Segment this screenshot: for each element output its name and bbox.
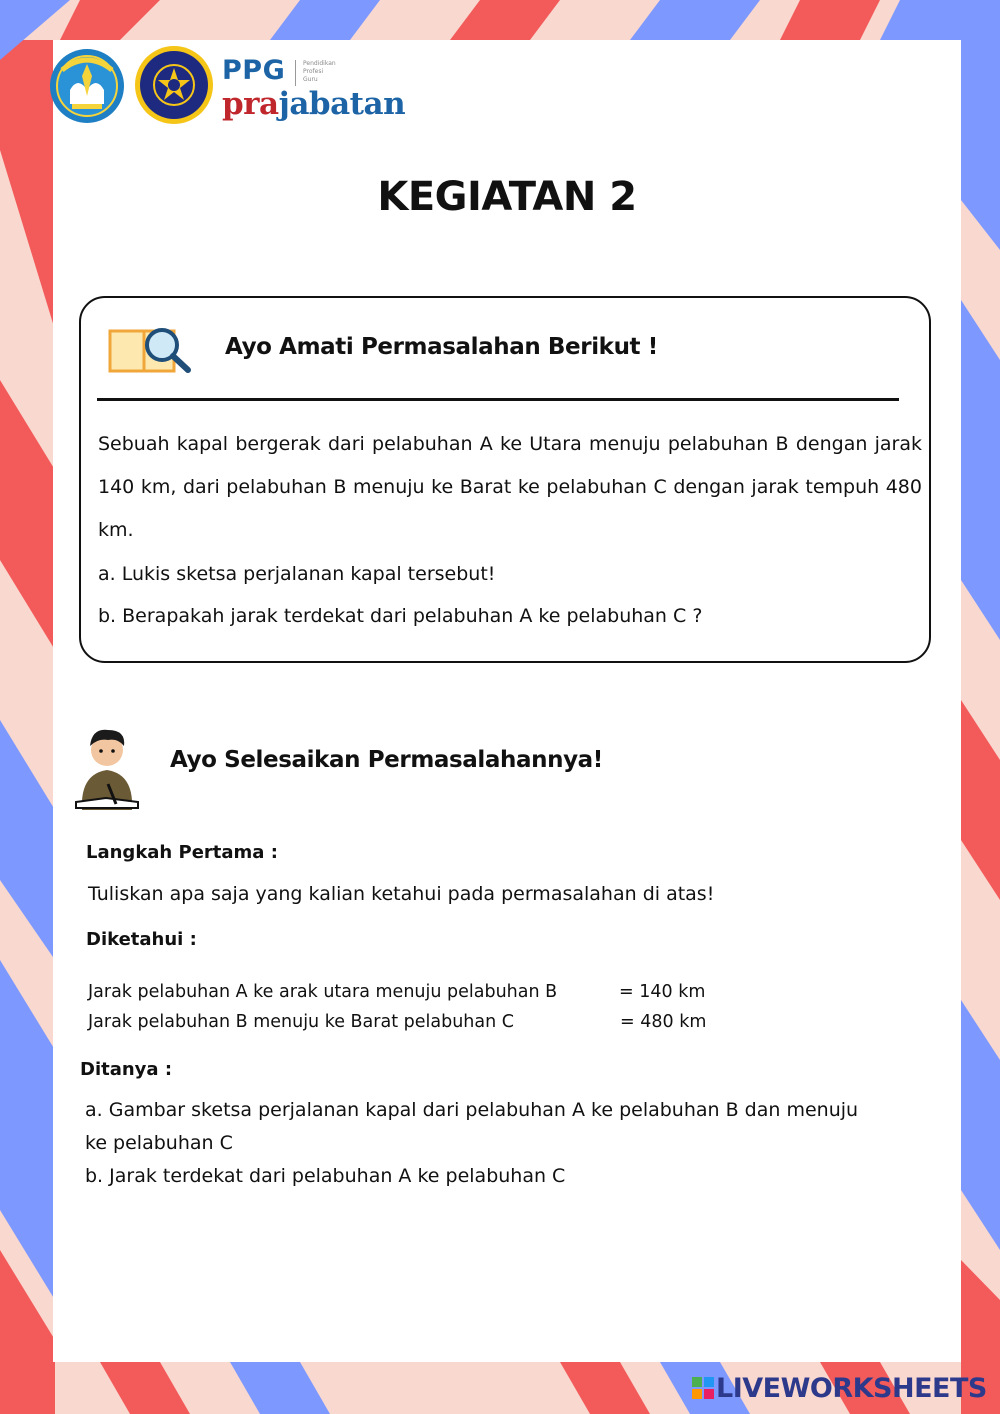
known-label: Diketahui : — [86, 929, 197, 950]
problem-paragraph: Sebuah kapal bergerak dari pelabuhan A ke Utara menuju pelabuhan B dengan jarak 140 km, dari pelabuhan B menuju ke Barat ke pelabuhan C dengan jarak tempuh 480 km. — [98, 433, 922, 541]
question-a: a. Lukis sketsa perjalanan kapal tersebut! — [98, 563, 496, 585]
university-seal-icon — [133, 44, 215, 126]
student-writing-icon — [72, 724, 142, 810]
page-title: KEGIATAN 2 — [377, 174, 637, 220]
asked-a-line: a. Gambar sketsa perjalanan kapal dari pelabuhan A ke pelabuhan B dan menuju — [85, 1099, 859, 1121]
ppg-subtitle-line: Pendidikan — [303, 60, 336, 67]
liveworksheets-watermark: LIVEWORKSHEETS — [716, 1373, 987, 1404]
prajabatan-logo-text — [222, 86, 405, 122]
observe-heading: Ayo Amati Permasalahan Berikut ! — [225, 334, 658, 360]
prajabatan-red-part: pra — [222, 86, 279, 122]
heading-divider — [97, 398, 899, 401]
asked-a-line: ke pelabuhan C — [85, 1132, 233, 1154]
question-b: b. Berapakah jarak terdekat dari pelabuhan A ke pelabuhan C ? — [98, 605, 703, 627]
ppg-subtitle-line: Profesi — [303, 68, 324, 75]
asked-b-line: b. Jarak terdekat dari pelabuhan A ke pelabuhan C — [85, 1165, 566, 1187]
known-row-value: = 140 km — [619, 982, 706, 1002]
liveworksheets-logo-icon — [692, 1377, 714, 1399]
ppg-subtitle — [303, 60, 336, 84]
known-row-text: Jarak pelabuhan A ke arak utara menuju pelabuhan B — [88, 982, 558, 1002]
known-row-value: = 480 km — [620, 1012, 707, 1032]
asked-label: Ditanya : — [80, 1059, 173, 1080]
worksheet-page — [53, 40, 961, 1362]
book-magnifier-icon — [106, 325, 194, 375]
known-row-text: Jarak pelabuhan B menuju ke Barat pelabuhan C — [88, 1012, 514, 1032]
prajabatan-blue-part: jabatan — [278, 86, 406, 122]
ppg-logo-text: PPG — [222, 55, 286, 86]
solve-heading: Ayo Selesaikan Permasalahannya! — [170, 747, 603, 773]
tut-wuri-handayani-emblem-icon — [48, 46, 126, 126]
logo-divider — [295, 60, 296, 86]
step-instruction: Tuliskan apa saja yang kalian ketahui pada permasalahan di atas! — [88, 883, 715, 905]
step-label: Langkah Pertama : — [86, 842, 278, 863]
ppg-subtitle-line: Guru — [303, 76, 318, 83]
